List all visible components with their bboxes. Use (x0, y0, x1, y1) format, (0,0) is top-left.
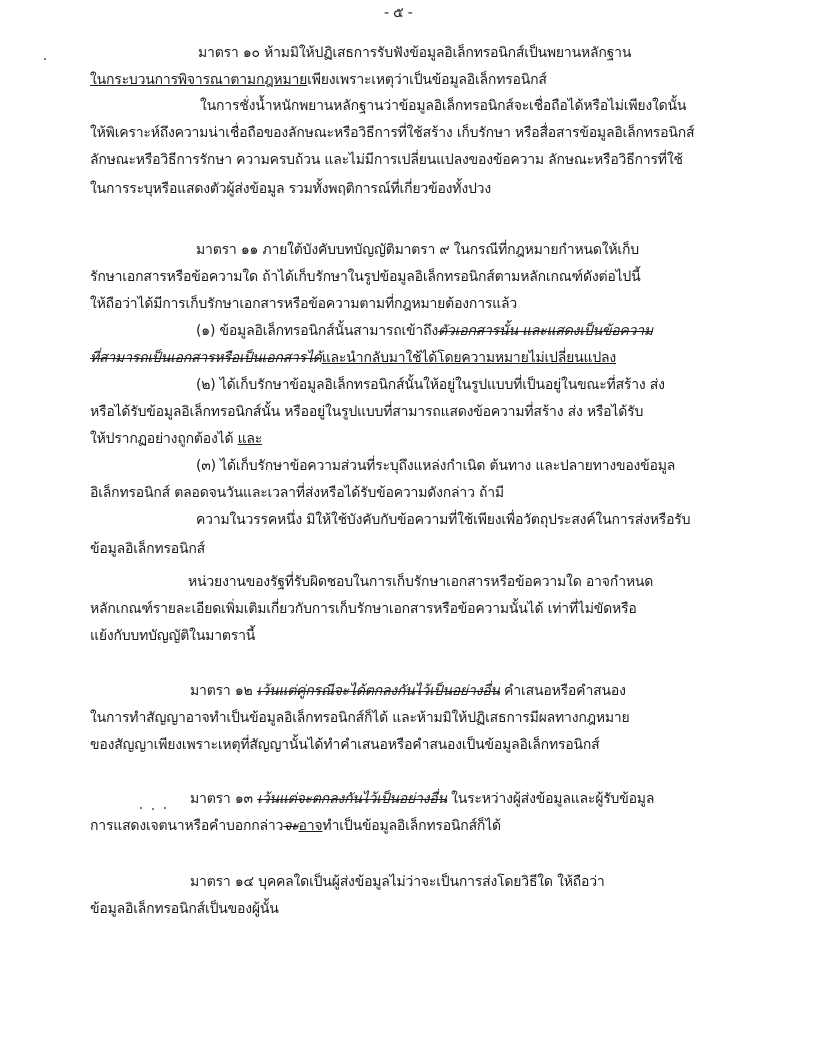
text-segment: ทำเป็นข้อมูลอิเล็กทรอนิกส์ก็ได้ (322, 818, 501, 834)
text-segment: แย้งกับบทบัญญัติในมาตรานี้ (90, 628, 256, 644)
text-segment: หรือได้รับข้อมูลอิเล็กทรอนิกส์นั้น หรืออยู่ในรูปแบบที่สามารถแสดงข้อความที่สร้าง ส่ง หรือได้รับ (90, 404, 644, 420)
text-line (188, 573, 653, 591)
text-line (90, 349, 616, 367)
page-number: - ๕ - (384, 5, 413, 21)
text-line (90, 709, 630, 727)
text-line (190, 873, 605, 891)
text-line (190, 682, 626, 700)
struck-text: ที่สามารถเป็นเอกสารหรือเป็นเอกสารได้ (90, 350, 322, 366)
text-line (198, 44, 631, 62)
struck-text: เว้นแต่คู่กรณีจะได้ตกลงกันไว้เป็นอย่างอื่น (256, 683, 500, 699)
text-line (90, 600, 637, 618)
text-segment: ให้พิเคราะห์ถึงความน่าเชื่อถือของลักษณะหรือวิธีการที่ใช้สร้าง เก็บรักษา หรือสื่อสารข้อมูลอิเล็กทรอนิกส์ (90, 125, 695, 141)
text-segment: อิเล็กทรอนิกส์ ตลอดจนวันและเวลาที่ส่งหรือได้รับข้อความดังกล่าว ถ้ามี (90, 485, 504, 501)
text-line (90, 71, 547, 89)
text-segment: คำเสนอหรือคำสนอง (499, 683, 626, 699)
text-line (196, 376, 665, 394)
underlined-text: และนำกลับมาใช้ได้โดยความหมายไม่เปลี่ยนแปลง (321, 350, 617, 366)
text-segment: (๑) ข้อมูลอิเล็กทรอนิกส์นั้นสามารถเข้าถึง (196, 323, 439, 339)
text-line (90, 268, 640, 286)
underlined-text: และ (237, 431, 263, 447)
text-segment: มาตรา ๑๓ (190, 791, 258, 807)
text-segment: มาตรา ๑๑ ภายใต้บังคับบทบัญญัติมาตรา ๙ ในกรณีที่กฎหมายกำหนดให้เก็บ (196, 242, 639, 258)
text-segment: เพียงเพราะเหตุว่าเป็นข้อมูลอิเล็กทรอนิกส์ (307, 72, 547, 88)
text-line (90, 817, 501, 835)
text-line (196, 322, 653, 340)
text-line (90, 403, 643, 421)
text-line (200, 97, 686, 115)
text-line (196, 511, 690, 529)
text-line (196, 457, 675, 475)
underlined-text: อาจ (298, 818, 323, 834)
text-segment: ในการทำสัญญาอาจทำเป็นข้อมูลอิเล็กทรอนิกส์ก็ได้ และห้ามมิให้ปฏิเสธการมีผลทางกฎหมาย (90, 710, 630, 726)
scan-speck (44, 58, 46, 60)
text-segment: หลักเกณฑ์รายละเอียดเพิ่มเติมเกี่ยวกับการเก็บรักษาเอกสารหรือข้อความนั้นได้ เท่าที่ไม่ขัดหรือ (90, 601, 637, 617)
text-line (90, 540, 205, 558)
text-line (190, 790, 654, 808)
text-line (196, 241, 639, 259)
text-line (90, 295, 517, 313)
scan-speck (164, 807, 166, 809)
text-segment: ของสัญญาเพียงเพราะเหตุที่สัญญานั้นได้ทำคำเสนอหรือคำสนองเป็นข้อมูลอิเล็กทรอนิกส์ (90, 737, 600, 753)
text-line (90, 124, 694, 142)
text-segment: ข้อมูลอิเล็กทรอนิกส์เป็นของผู้นั้น (90, 901, 279, 917)
text-line (90, 484, 504, 502)
underlined-text: ในกระบวนการพิจารณาตามกฎหมาย (90, 72, 308, 88)
text-line (90, 180, 491, 198)
text-line (90, 627, 255, 645)
text-segment: ในการระบุหรือแสดงตัวผู้ส่งข้อมูล รวมทั้งพฤติการณ์ที่เกี่ยวข้องทั้งปวง (90, 181, 491, 197)
text-segment: ในระหว่างผู้ส่งข้อมูลและผู้รับข้อมูล (446, 791, 655, 807)
scan-speck (152, 808, 154, 810)
text-segment: ความในวรรคหนึ่ง มิให้ใช้บังคับกับข้อความที่ใช้เพียงเพื่อวัตถุประสงค์ในการส่งหรือรับ (196, 512, 691, 528)
text-segment: (๓) ได้เก็บรักษาข้อความส่วนที่ระบุถึงแหล่งกำเนิด ต้นทาง และปลายทางของข้อมูล (196, 458, 676, 474)
text-segment: ให้ปรากฏอย่างถูกต้องได้ (90, 431, 238, 447)
text-segment: มาตรา ๑๒ (190, 683, 257, 699)
text-line (90, 430, 262, 448)
text-segment: รักษาเอกสารหรือข้อความใด ถ้าได้เก็บรักษาในรูปข้อมูลอิเล็กทรอนิกส์ตามหลักเกณฑ์ดังต่อไปนี้ (90, 269, 641, 285)
text-segment: การแสดงเจตนาหรือคำบอกกล่าว (90, 818, 284, 834)
text-segment: ในการชั่งน้ำหนักพยานหลักฐานว่าข้อมูลอิเล็กทรอนิกส์จะเชื่อถือได้หรือไม่เพียงใดนั้น (200, 98, 687, 114)
text-segment: มาตรา ๑๔ บุคคลใดเป็นผู้ส่งข้อมูลไม่ว่าจะเป็นการส่งโดยวิธีใด ให้ถือว่า (190, 874, 605, 890)
struck-text: ตัวเอกสารนั้น และแสดงเป็นข้อความ (438, 323, 653, 339)
text-segment: ให้ถือว่าได้มีการเก็บรักษาเอกสารหรือข้อความตามที่กฎหมายต้องการแล้ว (90, 296, 518, 312)
text-line (90, 151, 683, 169)
text-line (90, 736, 600, 754)
text-segment: ข้อมูลอิเล็กทรอนิกส์ (90, 541, 205, 557)
struck-text: เว้นแต่จะตกลงกันไว้เป็นอย่างอื่น (257, 791, 447, 807)
text-segment: มาตรา ๑๐ ห้ามมิให้ปฏิเสธการรับฟังข้อมูลอิเล็กทรอนิกส์เป็นพยานหลักฐาน (198, 45, 632, 61)
text-segment: หน่วยงานของรัฐที่รับผิดชอบในการเก็บรักษาเอกสารหรือข้อความใด อาจกำหนด (188, 574, 654, 590)
text-segment: ลักษณะหรือวิธีการรักษา ความครบถ้วน และไม่มีการเปลี่ยนแปลงของข้อความ ลักษณะหรือวิธีการที่ใช้ (90, 152, 683, 168)
text-segment: (๒) ได้เก็บรักษาข้อมูลอิเล็กทรอนิกส์นั้นให้อยู่ในรูปแบบที่เป็นอยู่ในขณะที่สร้าง ส่ง (196, 377, 665, 393)
struck-text: จะ (283, 818, 299, 834)
scan-speck (140, 807, 142, 809)
text-line (90, 900, 279, 918)
